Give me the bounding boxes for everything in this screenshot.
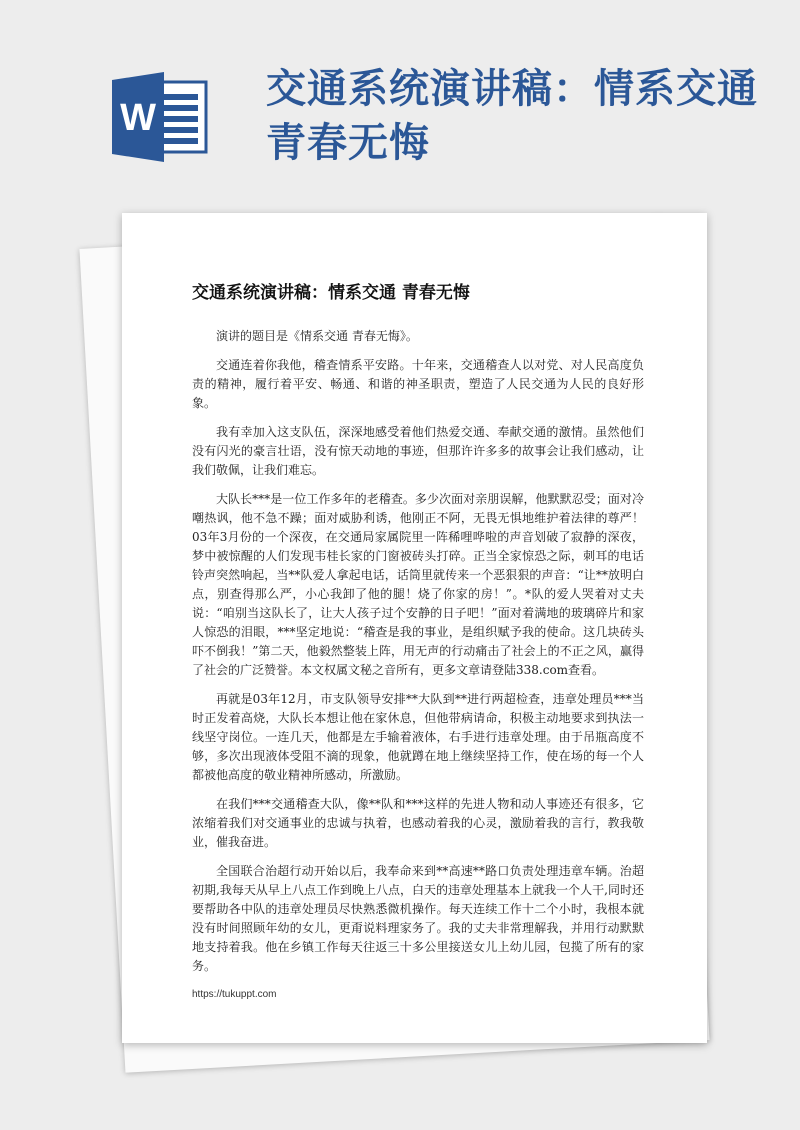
page-title: 交通系统演讲稿：情系交通青春无悔: [266, 66, 758, 166]
paragraph: 演讲的题目是《情系交通 青春无悔》。: [216, 329, 418, 343]
word-logo-letter: W: [120, 97, 156, 139]
paragraph: 交通连着你我他，稽查情系平安路。十年来，交通稽查人以对党、对人民高度负责的精神，履行着平安、畅通、和谐的神圣职责，塑造了人民交通为人民的良好形象。: [192, 358, 644, 410]
document-title: 交通系统演讲稿：情系交通 青春无悔: [192, 283, 470, 303]
word-document-icon: [112, 72, 208, 162]
paragraph: 大队长***是一位工作多年的老稽查。多少次面对亲朋误解，他默默忍受；面对冷嘲热讽，他不急不躁；面对威胁利诱，他刚正不阿，无畏无惧地维护着法律的尊严！03年3月份的一个深夜，在交通局家属院里一阵稀哩哗啦的声音划破了寂静的深夜，梦中被惊醒的人们发现韦桂长家的门窗被砖头打碎。正当全家惊恐之际，刺耳的电话铃声突然响起，当**队爱人拿起电话，话筒里就传来一个恶狠狠的声音：“让**放明白点，别查得那么严，小心我卸了他的腿！烧了你家的房！”。*队的爱人哭着对丈夫说：“咱别当这队长了，让大人孩子过个安静的日子吧！”面对着满地的玻璃碎片和家人惊恐的泪眼，***坚定地说：“稽查是我的事业，是组织赋予我的使命。这几块砖头吓不倒我！”第二天，他毅然整装上阵，用无声的行动痛击了社会上的不正之风，赢得了社会的广泛赞誉。本文权属文秘之音所有，更多文章请登陆338.com查看。: [192, 492, 644, 677]
paragraph: 全国联合治超行动开始以后，我奉命来到**高速**路口负责处理违章车辆。治超初期,我每天从早上八点工作到晚上八点，白天的违章处理基本上就我一个人干,同时还要帮助各中队的违章处理员尽快熟悉微机操作。每天连续工作十二个小时，我根本就没有时间照顾年幼的女儿，更甭说料理家务了。我的丈夫非常理解我，并用行动默默地支持着我。他在乡镇工作每天往返三十多公里接送女儿上幼儿园，包揽了所有的家务。: [192, 864, 644, 973]
paragraph: 我有幸加入这支队伍，深深地感受着他们热爱交通、奉献交通的激情。虽然他们没有闪光的豪言壮语，没有惊天动地的事迹，但那许许多多的故事会让我们感动，让我们敬佩，让我们难忘。: [192, 425, 644, 477]
paragraph: 在我们***交通稽查大队，像**队和***这样的先进人物和动人事迹还有很多，它浓缩着我们对交通事业的忠诚与执着，也感动着我的心灵，激励着我的言行，教我敬业，催我奋进。: [192, 797, 644, 849]
source-url[interactable]: https://tukuppt.com: [192, 989, 277, 1000]
page-header: [0, 0, 800, 190]
document-body: [192, 327, 644, 986]
paragraph: 再就是03年12月，市支队领导安排**大队到**进行两超检查，违章处理员***当时正发着高烧，大队长本想让他在家休息，但他带病请命，积极主动地要求到执法一线坚守岗位。一连几天，他都是左手输着液体，右手进行违章处理。由于吊瓶高度不够，多次出现液体受阻不滴的现象，他就蹲在地上继续坚持工作，使在场的每一个人都被他高度的敬业精神所感动，所激励。: [192, 692, 644, 782]
document-page: [122, 213, 707, 1043]
